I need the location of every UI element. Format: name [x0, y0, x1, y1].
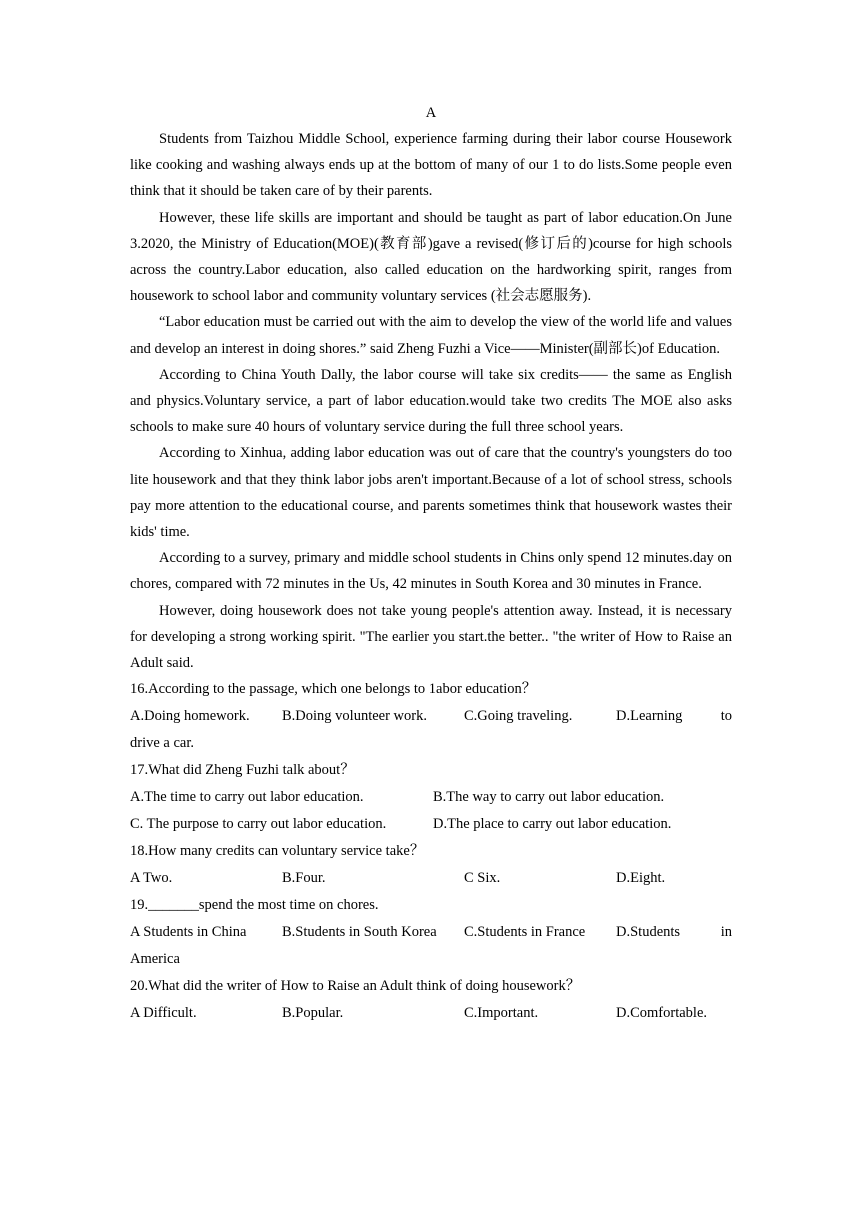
q16-option-d-part1: D.Learning	[616, 708, 683, 725]
q16-option-c: C.Going traveling.	[464, 708, 573, 725]
question-17-stem: 17.What did Zheng Fuzhi talk about？	[130, 762, 355, 779]
q17-option-d: D.The place to carry out labor education.	[433, 816, 672, 833]
q18-option-d: D.Eight.	[616, 870, 666, 887]
q18-option-c: C Six.	[464, 870, 501, 887]
q17-option-b: B.The way to carry out labor education.	[433, 789, 665, 806]
section-title: A	[425, 105, 437, 121]
question-16-options	[130, 703, 732, 730]
paragraph-5: According to Xinhua, adding labor education was out of care that the country's youngsters do too lite housework and that they think labor jobs aren't important.Because of a lot of school stress, schools pay more attention to the educational course, and parents sometimes think that housework wastes their kids' time.	[130, 445, 732, 541]
q16-option-d-part2: to	[720, 708, 732, 725]
q17-option-c: C. The purpose to carry out labor education.	[130, 816, 387, 833]
paragraph-7: However, doing housework does not take young people's attention away. Instead, it is necessary for developing a strong working spirit. "The earlier you start.the better.. "the writer of How to Raise an Adult said.	[130, 602, 732, 672]
q19-option-d-continued: America	[130, 951, 180, 968]
q20-option-b: B.Popular.	[282, 1005, 344, 1022]
q20-option-d: D.Comfortable.	[616, 1005, 708, 1022]
q16-option-d	[616, 703, 732, 730]
document-page	[130, 100, 732, 1027]
question-17-options-row1	[130, 784, 732, 811]
question-20-stem: 20.What did the writer of How to Raise an Adult think of doing housework？	[130, 978, 581, 995]
paragraph-6: According to a survey, primary and middle school students in Chins only spend 12 minutes.day on chores, compared with 72 minutes in the Us, 42 minutes in South Korea and 30 minutes in France.	[130, 550, 732, 593]
question-16-stem: 16.According to the passage, which one belongs to 1abor education？	[130, 681, 537, 698]
paragraph-4: According to China Youth Dally, the labor course will take six credits—— the same as English and physics.Voluntary service, a part of labor education.would take two credits The MOE also asks schools to make sure 40 hours of voluntary service during the full three school years.	[130, 366, 732, 436]
q18-option-b: B.Four.	[282, 870, 326, 887]
q19-option-d-part2: in	[720, 924, 732, 941]
q16-option-b: B.Doing volunteer work.	[282, 708, 427, 725]
q19-option-b: B.Students in South Korea	[282, 924, 437, 941]
question-19-stem: 19._______spend the most time on chores.	[130, 897, 379, 914]
q20-option-c: C.Important.	[464, 1005, 539, 1022]
q17-option-a: A.The time to carry out labor education.	[130, 789, 364, 806]
question-20-options	[130, 1000, 732, 1027]
question-18-stem: 18.How many credits can voluntary service take？	[130, 843, 425, 860]
paragraph-2: However, these life skills are important and should be taught as part of labor education.On June 3.2020, the Ministry of Education(MOE)(教育部)gave a revised(修订后的)course for high schools across the country.Labor education, also called education on the hardworking spirit, ranges from housework to school labor and community voluntary services (社会志愿服务).	[130, 209, 732, 305]
question-17-options-row2	[130, 811, 732, 838]
q20-option-a: A Difficult.	[130, 1005, 197, 1022]
question-19-options	[130, 919, 732, 946]
paragraph-3: “Labor education must be carried out with the aim to develop the view of the world life and values and develop an interest in doing shores.” said Zheng Fuzhi a Vice——Minister(副部长)of Education.	[130, 314, 732, 357]
q18-option-a: A Two.	[130, 870, 173, 887]
q16-option-a: A.Doing homework.	[130, 708, 250, 725]
q19-option-a: A Students in China	[130, 924, 247, 941]
q19-option-d	[616, 919, 732, 946]
question-18-options	[130, 865, 732, 892]
paragraph-1: Students from Taizhou Middle School, experience farming during their labor course Housework like cooking and washing always ends up at the bottom of many of our 1 to do lists.Some people even think that it should be taken care of by their parents.	[130, 131, 732, 200]
q19-option-d-part1: D.Students	[616, 924, 681, 941]
q19-option-c: C.Students in France	[464, 924, 586, 941]
q16-option-d-continued: drive a car.	[130, 735, 195, 752]
